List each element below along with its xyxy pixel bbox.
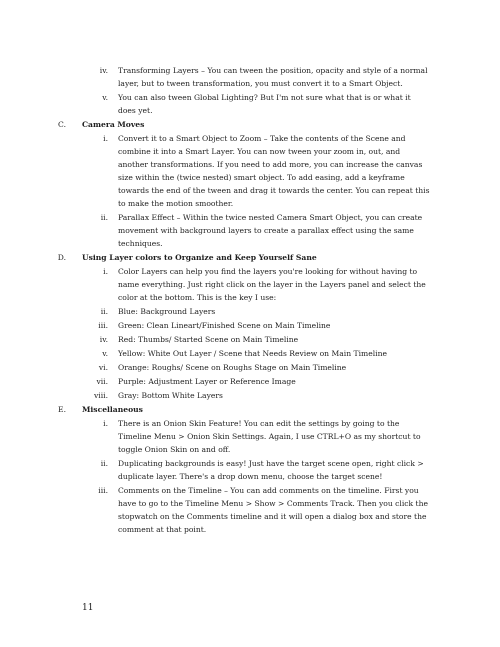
list-item-text: Purple: Adjustment Layer or Reference Image [118,377,296,386]
list-item-marker: i. [103,267,108,276]
list-item-marker: ii. [100,213,108,222]
list-item-text: Orange: Roughs/ Scene on Roughs Stage on Main Timeline [118,363,347,372]
list-item [0,457,500,483]
list-item [0,417,500,456]
list-item-marker: iv. [99,66,108,75]
list-item-text: Comments on the Timeline – You can add comments on the timeline. First you have to go to the Timeline Menu > Show > Comments Track. Then you click the stopwatch on the Comments timeline and it will open a dialog box and store the comment at that point. [118,486,428,534]
list-item-text: Blue: Background Layers [118,307,216,316]
list-item-marker: ii. [100,459,108,468]
section-heading [0,118,500,131]
list-item [0,389,500,402]
section-title: Miscellaneous [82,405,143,414]
list-item-text: Yellow: White Out Layer / Scene that Needs Review on Main Timeline [118,349,387,358]
list-item-marker: v. [102,93,108,102]
list-item [0,375,500,388]
page-content [0,64,500,537]
list-item-text: Green: Clean Lineart/Finished Scene on Main Timeline [118,321,331,330]
list-item-marker: vi. [98,363,108,372]
section-marker: E. [58,405,66,414]
list-item-marker: i. [103,419,108,428]
list-item [0,132,500,210]
list-item-text: Transforming Layers – You can tween the position, opacity and style of a normal layer, but to tween transformation, you must convert it to a Smart Object. [118,66,428,88]
page-number: 11 [82,603,94,613]
list-item-marker: viii. [94,391,108,400]
section-title: Using Layer colors to Organize and Keep Yourself Sane [82,253,317,262]
list-item [0,305,500,318]
list-item [0,484,500,536]
list-item-text: You can also tween Global Lighting? But I'm not sure what that is or what it does yet. [118,93,411,115]
section-heading [0,403,500,416]
list-item-marker: iii. [98,321,108,330]
list-item [0,333,500,346]
section-title: Camera Moves [82,120,145,129]
list-item-text: Color Layers can help you find the layers you're looking for without having to name everything. Just right click on the layer in the Layers panel and select the color at the bottom. This is the key I use: [118,267,426,302]
list-item [0,91,500,117]
list-item-marker: ii. [100,307,108,316]
list-item-text: Convert it to a Smart Object to Zoom – Take the contents of the Scene and combine it into a Smart Layer. You can now tween your zoom in, out, and another transformations. If you need to add more, you can increase the canvas size within the (twice nested) smart object. To add easing, add a keyframe towards the end of the tween and drag it towards the center. You can repeat this to make the motion smoother. [118,134,430,208]
list-item-marker: i. [103,134,108,143]
list-item-marker: vii. [96,377,108,386]
list-item-text: Duplicating backgrounds is easy! Just have the target scene open, right click > duplicate layer. There's a drop down menu, choose the target scene! [118,459,424,481]
list-item-marker: iv. [99,335,108,344]
list-item [0,64,500,90]
list-item [0,211,500,250]
list-item-text: There is an Onion Skin Feature! You can edit the settings by going to the Timeline Menu > Onion Skin Settings. Again, I use CTRL+O as my shortcut to toggle Onion Skin on and off. [118,419,421,454]
section-marker: C. [58,120,66,129]
list-item-text: Parallax Effect – Within the twice nested Camera Smart Object, you can create movement with background layers to create a parallax effect using the same techniques. [118,213,423,248]
list-item [0,265,500,304]
list-item [0,319,500,332]
list-item [0,347,500,360]
list-item-marker: iii. [98,486,108,495]
list-item-text: Gray: Bottom White Layers [118,391,223,400]
section-marker: D. [57,253,66,262]
list-item [0,361,500,374]
section-heading [0,251,500,264]
list-item-marker: v. [102,349,108,358]
list-item-text: Red: Thumbs/ Started Scene on Main Timeline [118,335,299,344]
